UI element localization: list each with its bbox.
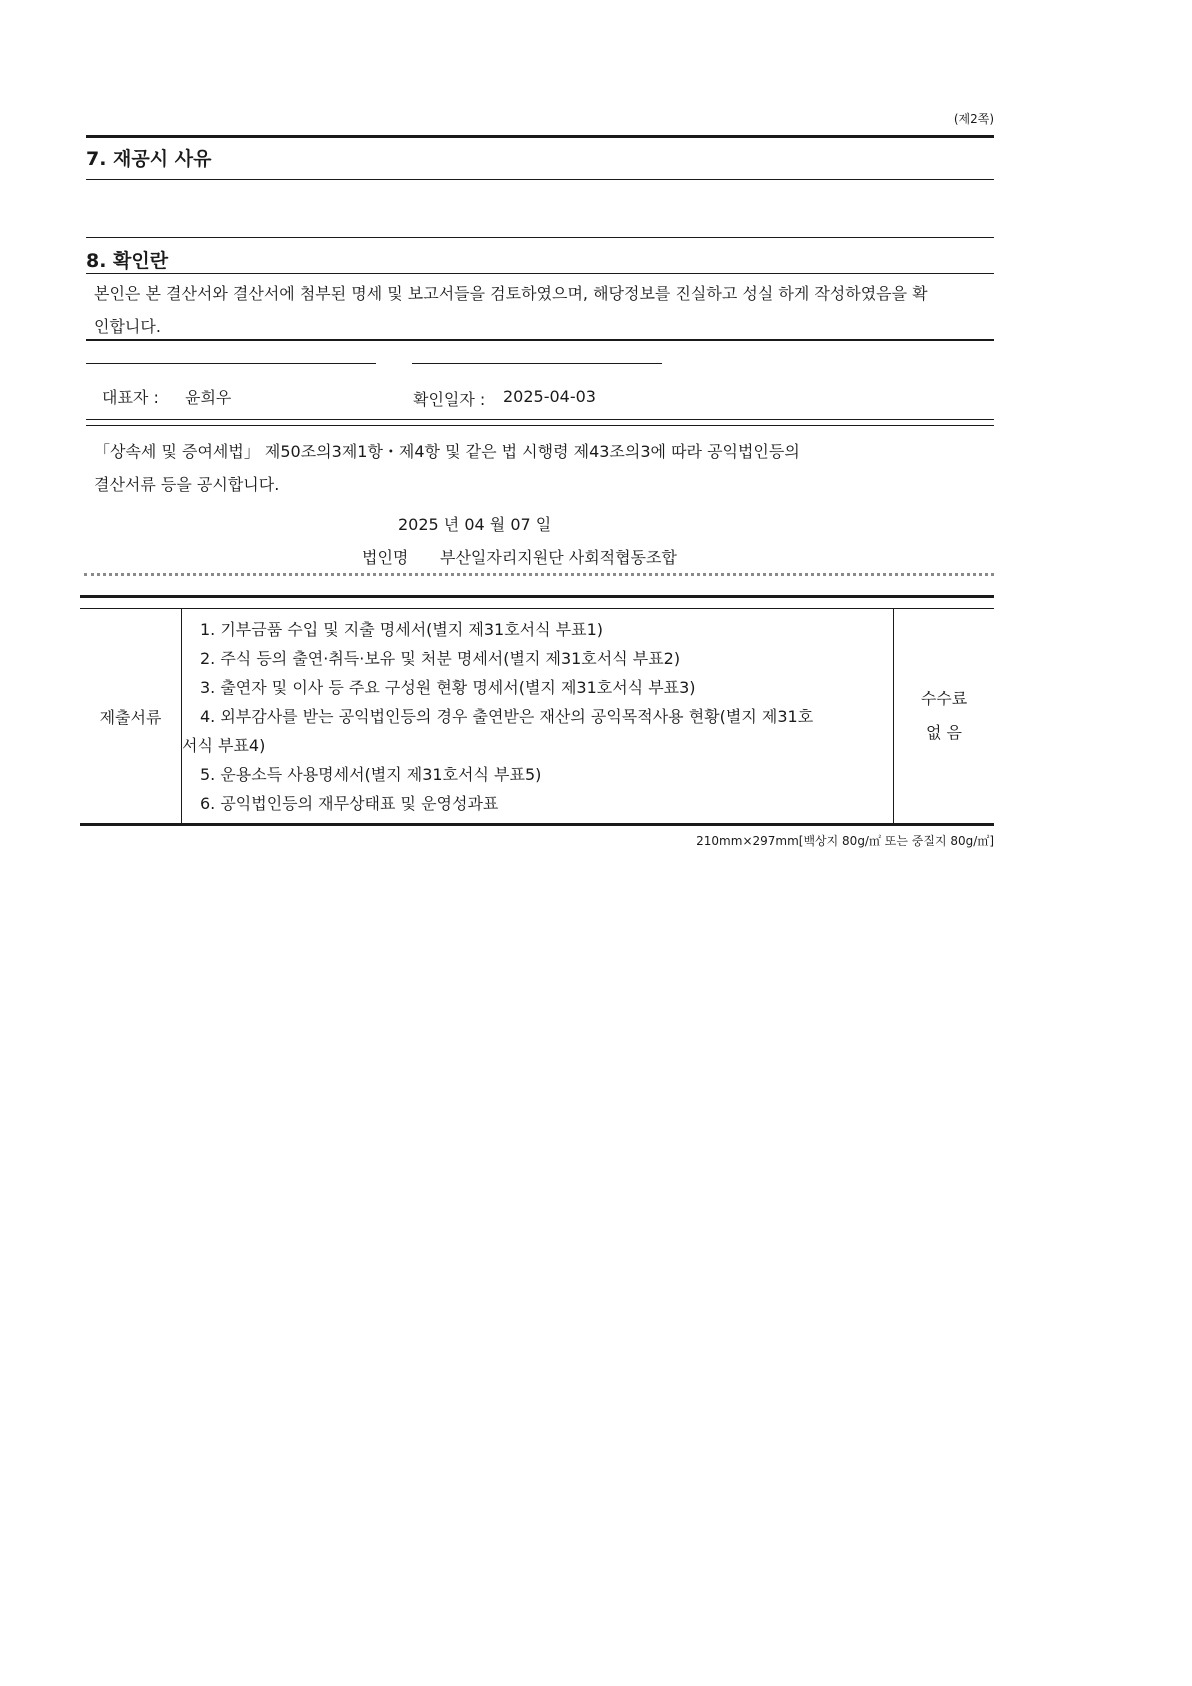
list-item: 6. 공익법인등의 재무상태표 및 운영성과표: [200, 793, 499, 813]
section8-double-rule-top: [86, 419, 994, 420]
fee-value: 없 음: [926, 723, 962, 742]
confirm-date-label: 확인일자 :: [413, 390, 486, 409]
section8-double-rule-bottom: [86, 425, 994, 426]
confirm-date-value: 2025-04-03: [503, 387, 596, 406]
confirmation-statement: [94, 277, 999, 343]
fee-label: 수수료: [920, 689, 968, 708]
section7-bottom-rule: [86, 237, 994, 238]
notice-line2: 결산서류 등을 공시합니다.: [94, 475, 280, 494]
submission-item-list: [182, 609, 894, 824]
list-item: 3. 출연자 및 이사 등 주요 구성원 현황 명세서(별지 제31호서식 부표3): [200, 677, 696, 697]
list-item: 2. 주식 등의 출연·취득·보유 및 처분 명세서(별지 제31호서식 부표2): [200, 648, 681, 668]
list-item-continuation: 서식 부표4): [182, 735, 266, 755]
corporation-label: 법인명: [362, 548, 409, 567]
signature-line-right: [412, 363, 662, 364]
submission-documents-table: [80, 608, 994, 824]
list-item: 4. 외부감사를 받는 공익법인등의 경우 출연받은 재산의 공익목적사용 현황(별지 제31호: [200, 706, 814, 726]
section7-title-rule: [86, 179, 994, 180]
statement-bottom-rule: [86, 339, 994, 341]
representative-label: 대표자 :: [102, 388, 159, 407]
section8-title-rule: [86, 273, 994, 274]
confirmation-statement-line2: 인합니다.: [94, 317, 161, 336]
table-row: [80, 609, 994, 824]
fee-cell: [894, 609, 995, 824]
notice-date: 2025 년 04 월 07 일: [398, 515, 552, 534]
section8-title: 8. 확인란: [86, 250, 169, 272]
paper-spec-note: 210mm×297mm[백상지 80g/㎡ 또는 중질지 80g/㎡]: [696, 834, 994, 848]
section7-top-rule: [86, 135, 994, 138]
table-top-rule: [80, 595, 994, 598]
section7-title: 7. 재공시 사유: [86, 148, 212, 170]
dotted-separator: [84, 573, 994, 576]
list-item: 5. 운용소득 사용명세서(별지 제31호서식 부표5): [200, 764, 542, 784]
notice-line1: 「상속세 및 증여세법」 제50조의3제1항・제4항 및 같은 법 시행령 제43조의3에 따라 공익법인등의: [94, 442, 800, 461]
submission-label: 제출서류: [80, 609, 182, 824]
corporation-name: 부산일자리지원단 사회적협동조합: [440, 548, 677, 567]
representative-name: 윤희우: [185, 388, 232, 407]
notice-paragraph: [94, 435, 999, 501]
signature-line-left: [86, 363, 376, 364]
page-number-label: (제2쪽): [953, 112, 994, 126]
table-bottom-rule: [80, 823, 994, 826]
confirmation-statement-line1: 본인은 본 결산서와 결산서에 첨부된 명세 및 보고서들을 검토하였으며, 해당정보를 진실하고 성실 하게 작성하였음을 확: [94, 284, 928, 303]
list-item: 1. 기부금품 수입 및 지출 명세서(별지 제31호서식 부표1): [200, 619, 604, 639]
